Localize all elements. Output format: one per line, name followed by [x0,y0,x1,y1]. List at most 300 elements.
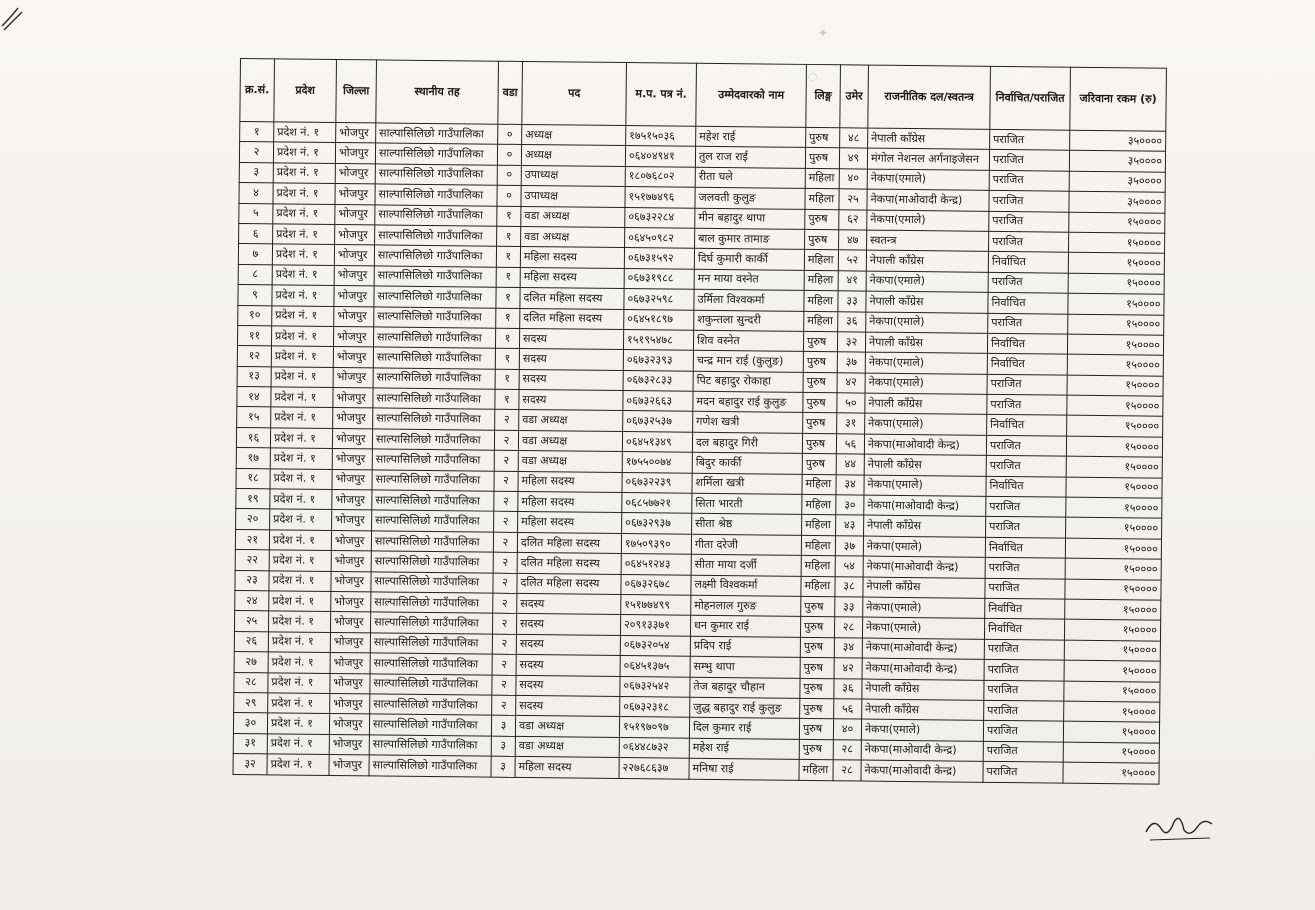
table-cell: भोजपुर [333,347,373,368]
table-cell: ०६४५१३४९ [622,431,692,452]
column-header: पद [522,61,627,125]
table-cell: चन्द्र मान राई (कुलुङ) [693,351,803,373]
table-cell: ५ [239,203,273,224]
table-cell: १५०००० [1068,314,1164,335]
table-cell: साल्पासिलिछो गाउँपालिका [370,612,492,634]
table-cell: २५ [234,611,268,632]
table-cell: भोजपुर [334,306,374,327]
table-cell: ३५०००० [1069,191,1165,212]
table-cell: १ [496,267,520,288]
table-cell: महिला [801,535,835,556]
table-cell: सदस्य [516,634,620,655]
table-cell: २ [493,593,517,614]
table-cell: १५०००० [1064,620,1160,641]
table-cell: १५०००० [1066,477,1162,498]
table-cell: स्वतन्त्र [867,230,989,252]
table-cell: १५०००० [1065,579,1161,600]
table-cell: १ [495,348,519,369]
table-cell: महिला [802,474,836,495]
table-cell: ५६ [834,699,862,720]
table-cell: महिला [804,250,838,271]
table-cell: १७ [236,448,270,469]
table-cell: प्रदेश नं. १ [268,652,330,673]
table-cell: साल्पासिलिछो गाउँपालिका [373,368,495,390]
table-cell: नेकपा(एमाले) [867,169,989,191]
table-cell: पराजित [984,659,1064,680]
table-cell: प्रदेश नं. १ [270,509,332,530]
table-cell: ३७ [837,352,865,373]
table-cell: १ [496,287,520,308]
table-cell: नेकपा(एमाले) [862,617,984,639]
table-cell: ०६७३२२३९ [622,472,692,493]
table-cell: १५०००० [1063,742,1159,763]
table-cell: १५०००० [1065,558,1161,579]
table-cell: पुरुष [803,331,837,352]
table-cell: नेपाली काँग्रेस [866,250,988,272]
table-cell: पिट बहादुर रोकाहा [693,371,803,393]
table-cell: २५ [839,189,867,210]
table-cell: भोजपुर [329,734,369,755]
table-cell: ४८ [840,128,868,149]
table-cell: ३३ [835,597,863,618]
table-cell: सम्भु थापा [690,656,800,678]
table-cell: ०६४०४९४१ [625,146,695,167]
column-header: प्रदेश [274,59,337,123]
table-cell: पुरुष [800,698,834,719]
table-cell: ०६७३२३१८ [620,696,690,717]
table-cell: १५०००० [1064,701,1160,722]
table-cell: भोजपुर [335,163,375,184]
table-cell: महिला सदस्य [518,491,622,512]
table-cell: साल्पासिलिछो गाउँपालिका [370,694,492,716]
table-cell: १५०००० [1067,354,1163,375]
table-cell: ० [497,165,521,186]
table-cell: निर्वाचित [988,252,1068,273]
table-cell: प्रदेश नं. १ [270,468,332,489]
table-cell: १५०००० [1068,273,1164,294]
table-cell: ०६४४८७३२ [619,737,689,758]
table-cell: ४१ [838,271,866,292]
table-cell: साल्पासिलिछो गाउँपालिका [371,551,493,573]
table-cell: ०६४५१२४३ [621,554,691,575]
table-cell: साल्पासिलिछो गाउँपालिका [373,327,495,349]
table-cell: निर्वाचित [985,598,1065,619]
table-cell: पुरुष [803,392,837,413]
table-cell: महिला [801,556,835,577]
table-cell: भोजपुर [333,408,373,429]
table-cell: ८ [238,264,272,285]
table-cell: शिव वस्नेत [693,330,803,352]
table-cell: १५०००० [1066,456,1162,477]
table-cell: महिला सदस्य [518,512,622,533]
table-cell: २ [493,532,517,553]
table-cell: ४४ [836,454,864,475]
table-cell: साल्पासिलिछो गाउँपालिका [369,755,491,777]
table-cell: ०६७३२५९८ [624,289,694,310]
table-cell: ३१ [837,413,865,434]
table-cell: शकुन्तला सुन्दरी [694,310,804,332]
table-cell: साल्पासिलिछो गाउँपालिका [376,123,498,145]
table-cell: १५०००० [1063,721,1159,742]
table-cell: २ [493,552,517,573]
table-cell: साल्पासिलिछो गाउँपालिका [370,653,492,675]
table-cell: पराजित [984,639,1064,660]
table-cell: उपाध्यक्ष [521,165,625,186]
table-cell: २ [492,654,516,675]
table-cell: दलित महिला सदस्य [520,288,624,309]
table-cell: २ [494,471,518,492]
table-cell: २७ [234,652,268,673]
table-cell: पराजित [983,761,1063,782]
table-cell: ०६७३२५४२ [620,676,690,697]
table-cell: शर्मिला खत्री [692,473,802,495]
table-cell: पराजित [986,435,1066,456]
table-cell: प्रदेश नं. १ [270,448,332,469]
table-cell: १० [238,305,272,326]
table-cell: भोजपुर [330,673,370,694]
table-cell: महिला [805,168,839,189]
table-cell: १५१९७०९७ [619,717,689,738]
table-cell: निर्वाचित [986,476,1066,497]
table-cell: भोजपुर [330,632,370,653]
table-cell: ३५०००० [1069,171,1165,192]
table-cell: नेकपा(माओवादी केन्द्र) [864,495,986,517]
table-cell: ०६७३२२८४ [625,207,695,228]
table-cell: साल्पासिलिछो गाउँपालिका [375,164,497,186]
table-cell: महिला [802,515,836,536]
table-cell: पुरुष [802,433,836,454]
table-cell: वडा अध्यक्ष [515,736,619,757]
table-cell: प्रदेश नं. १ [272,305,334,326]
table-cell: १५ [237,407,271,428]
table-cell: ०६७३२८३३ [623,370,693,391]
table-cell: २१ [235,529,269,550]
table-cell: ०६४५१८९७ [624,309,694,330]
table-cell: नेकपा(माओवादी केन्द्र) [864,434,986,456]
table-cell: २ [494,430,518,451]
table-cell: पराजित [985,558,1065,579]
table-cell: साल्पासिलिछो गाउँपालिका [371,592,493,614]
table-cell: पुरुष [803,352,837,373]
table-cell: निर्वाचित [987,415,1067,436]
results-table [232,58,1166,784]
table-cell: ५० [837,393,865,414]
table-cell: साल्पासिलिछो गाउँपालिका [375,204,497,226]
table-cell: अध्यक्ष [522,124,626,145]
table-body [233,122,1166,784]
table-cell: दलित महिला सदस्य [520,308,624,329]
table-cell: दलित महिला सदस्य [517,553,621,574]
table-cell: नेकपा(एमाले) [863,597,985,619]
table-cell: १ [495,369,519,390]
table-cell: दिर्घ कुमारी कार्की [694,249,804,271]
table-cell: २ [493,573,517,594]
table-cell: महिला [804,311,838,332]
table-cell: सदस्य [516,675,620,696]
table-cell: मोहनलाल गुरुङ [691,595,801,617]
table-cell: नेकपा(एमाले) [864,475,986,497]
table-cell: साल्पासिलिछो गाउँपालिका [371,571,493,593]
table-cell: नेपाली काँग्रेस [862,679,984,701]
table-cell: भोजपुर [332,510,372,531]
table-cell: पराजित [986,517,1066,538]
table-cell: सदस्य [519,369,623,390]
table-cell: उपाध्यक्ष [521,186,625,207]
table-cell: ४९ [839,148,867,169]
table-cell: प्रदिप राई [690,636,800,658]
table-cell: पराजित [989,191,1069,212]
table-cell: नेपाली काँग्रेस [868,128,990,150]
table-cell: नेकपा(माओवादी केन्द्र) [862,658,984,680]
table-cell: १८ [236,468,270,489]
table-cell: ३ [491,756,515,777]
table-cell: ४० [839,169,867,190]
table-cell: साल्पासिलिछो गाउँपालिका [372,490,494,512]
table-cell: प्रदेश नं. १ [269,591,331,612]
table-cell: सदस्य [519,328,623,349]
table-cell: भोजपुर [331,530,371,551]
table-cell: सदस्य [519,390,623,411]
table-cell: भोजपुर [330,653,370,674]
table-cell: ५२ [838,250,866,271]
table-cell: पराजित [985,578,1065,599]
table-cell: पुरुष [800,678,834,699]
table-cell: २ [494,450,518,471]
table-cell: ०६४५०९८२ [625,227,695,248]
table-cell: तुल राज राई [695,147,805,169]
table-cell: १५०००० [1067,395,1163,416]
table-cell: १५१९५४७८ [623,329,693,350]
table-cell: १५१७७४९९ [621,595,691,616]
table-cell: १ [495,389,519,410]
table-cell: १७५१५०३६ [626,126,696,147]
table-cell: साल्पासिलिछो गाउँपालिका [370,633,492,655]
column-header: राजनीतिक दल/स्वतन्त्र [868,65,991,129]
table-cell: पुरुष [805,229,839,250]
table-cell: नेकपा(माओवादी केन्द्र) [862,638,984,660]
table-cell: नेकपा(एमाले) [861,719,983,741]
table-cell: पराजित [984,700,1064,721]
table-cell: महिला सदस्य [520,267,624,288]
table-cell: भोजपुर [331,571,371,592]
table-cell: पराजित [989,231,1069,252]
column-header: उमेर [840,65,869,128]
table-cell: साल्पासिलिछो गाउँपालिका [374,286,496,308]
table-cell: १ [497,206,521,227]
table-cell: ३ [239,162,273,183]
table-cell: पराजित [987,394,1067,415]
table-cell: प्रदेश नं. १ [267,713,329,734]
table-cell: पराजित [988,313,1068,334]
table-cell: सदस्य [516,655,620,676]
table-cell: उर्मिला विश्वकर्मा [694,289,804,311]
table-cell: २ [239,142,273,163]
table-cell: महिला [801,576,835,597]
table-cell: पुरुष [802,454,836,475]
table-cell: १६ [236,427,270,448]
table-cell: वडा अध्यक्ष [515,716,619,737]
table-cell: दलित महिला सदस्य [517,573,621,594]
table-cell: महिला सदस्य [520,247,624,268]
table-cell: ०६७३२६७८ [621,574,691,595]
table-cell: प्रदेश नं. १ [273,203,335,224]
table-cell: १५०००० [1067,334,1163,355]
table-cell: १५०००० [1068,253,1164,274]
table-cell: २३ [235,570,269,591]
table-cell: नेपाली काँग्रेस [865,332,987,354]
table-cell: भोजपुर [332,428,372,449]
table-cell: गणेश खत्री [693,412,803,434]
table-cell: ५६ [836,434,864,455]
table-cell: पुरुष [803,372,837,393]
table-cell: सदस्य [516,695,620,716]
table-cell: २४ [235,590,269,611]
table-cell: जलवती कुलुङ [695,187,805,209]
table-cell: रीता घले [695,167,805,189]
table-cell: अध्यक्ष [521,145,625,166]
table-cell: सदस्य [516,614,620,635]
table-cell: नेपाली काँग्रेस [865,393,987,415]
table-cell: भोजपुर [333,326,373,347]
table-cell: २ [494,491,518,512]
table-cell: १ [497,226,521,247]
table-cell: भोजपुर [330,612,370,633]
table-cell: १ [240,122,274,143]
table-cell: लक्ष्मी विश्वकर्मा [691,575,801,597]
table-cell: निर्वाचित [987,333,1067,354]
table-cell: २८ [833,760,861,781]
table-cell: २ [492,675,516,696]
table-cell: पराजित [989,150,1069,171]
table-cell: नेकपा(एमाले) [865,373,987,395]
table-cell: ०६७३१९८८ [624,268,694,289]
table-cell: महिला [804,291,838,312]
table-cell: वडा अध्यक्ष [519,410,623,431]
table-cell: प्रदेश नं. १ [269,570,331,591]
table-cell: ३ [491,736,515,757]
table-cell: प्रदेश नं. १ [272,285,334,306]
table-cell: भोजपुर [334,245,374,266]
table-cell: बिदुर कार्की [692,453,802,475]
table-cell: प्रदेश नं. १ [272,265,334,286]
table-cell: साल्पासिलिछो गाउँपालिका [369,714,491,736]
table-cell: ०६८५७७२१ [622,493,692,514]
column-header: वडा [498,61,523,124]
table-cell: ९ [238,285,272,306]
table-cell: पुरुष [799,719,833,740]
table-cell: निर्वाचित [987,354,1067,375]
table-cell: १ [496,308,520,329]
table-cell: १८०७६८०२ [625,166,695,187]
table-cell: पुरुष [805,209,839,230]
table-cell: साल्पासिलिछो गाउँपालिका [373,408,495,430]
table-cell: २ [494,512,518,533]
table-cell: भोजपुर [335,204,375,225]
table-cell: प्रदेश नं. १ [270,428,332,449]
table-cell: प्रदेश नं. १ [267,734,329,755]
table-cell: पुरुष [806,127,840,148]
table-cell: ३७ [835,536,863,557]
table-cell: ७ [238,244,272,265]
table-cell: जुद्ध बहादुर राई कुलुङ [690,697,800,719]
table-cell: नेपाली काँग्रेस [864,454,986,476]
table-cell: प्रदेश नं. १ [269,550,331,571]
table-cell: सदस्य [517,593,621,614]
table-cell: १५०००० [1064,660,1160,681]
table-cell: २२ [235,550,269,571]
table-cell: १३ [237,366,271,387]
table-cell: २ [495,410,519,431]
results-table-wrap [232,58,1166,784]
table-cell: ३० [836,495,864,516]
table-cell: मन माया वस्नेत [694,269,804,291]
table-cell: साल्पासिलिछो गाउँपालिका [374,266,496,288]
table-cell: सिता भारती [692,493,802,515]
table-cell: पुरुष [800,637,834,658]
table-cell: ३४ [836,474,864,495]
table-cell: १५१७७४९६ [625,187,695,208]
table-cell: प्रदेश नं. १ [268,632,330,653]
table-cell: ३५०००० [1070,130,1166,151]
table-cell: ० [498,124,522,145]
table-cell: निर्वाचित [985,537,1065,558]
table-cell: ३५०००० [1069,151,1165,172]
table-cell: १५०००० [1068,293,1164,314]
table-cell: भोजपुर [335,224,375,245]
column-header: जरिवाना रकम (रु) [1070,67,1167,131]
signature-mark [1140,808,1220,848]
table-cell: भोजपुर [332,490,372,511]
table-cell: १२ [237,346,271,367]
table-cell: १५०००० [1069,232,1165,253]
table-cell: महिला [805,189,839,210]
table-cell: १५०००० [1063,762,1159,783]
table-cell: पराजित [987,374,1067,395]
table-cell: ०६७३२३९३ [623,350,693,371]
table-cell: पुरुष [805,148,839,169]
column-header: लिङ्ग [806,64,841,127]
table-cell: ०६७३१५९२ [624,248,694,269]
table-cell: ५४ [835,556,863,577]
table-cell: १ [495,328,519,349]
table-cell: ०६७३२९३७ [622,513,692,534]
table-cell: भोजपुर [332,449,372,470]
table-cell: साल्पासिलिछो गाउँपालिका [372,429,494,451]
table-cell: साल्पासिलिछो गाउँपालिका [375,143,497,165]
table-cell: प्रदेश नं. १ [271,387,333,408]
table-cell: वडा अध्यक्ष [518,430,622,451]
stamp-mark: ✦ [818,26,829,40]
table-cell: भोजपुर [331,591,371,612]
table-cell: साल्पासिलिछो गाउँपालिका [375,184,497,206]
table-cell: महेश राई [696,126,806,148]
table-cell: १५०००० [1065,538,1161,559]
table-cell: २८ [234,672,268,693]
table-cell: नेकपा(माओवादी केन्द्र) [861,760,983,782]
table-cell: ३८ [835,576,863,597]
table-cell: महिला [802,494,836,515]
table-cell: भोजपुर [334,286,374,307]
table-cell: निर्वाचित [988,292,1068,313]
table-cell: मंगोल नेशनल अर्गनाइजेसन [867,148,989,170]
table-cell: ४७ [839,230,867,251]
table-cell: महेश राई [689,738,799,760]
table-cell: भोजपुर [336,123,376,144]
table-cell: प्रदेश नं. १ [273,183,335,204]
table-cell: नेपाली काँग्रेस [862,699,984,721]
table-cell: प्रदेश नं. १ [269,530,331,551]
table-cell: ० [497,185,521,206]
